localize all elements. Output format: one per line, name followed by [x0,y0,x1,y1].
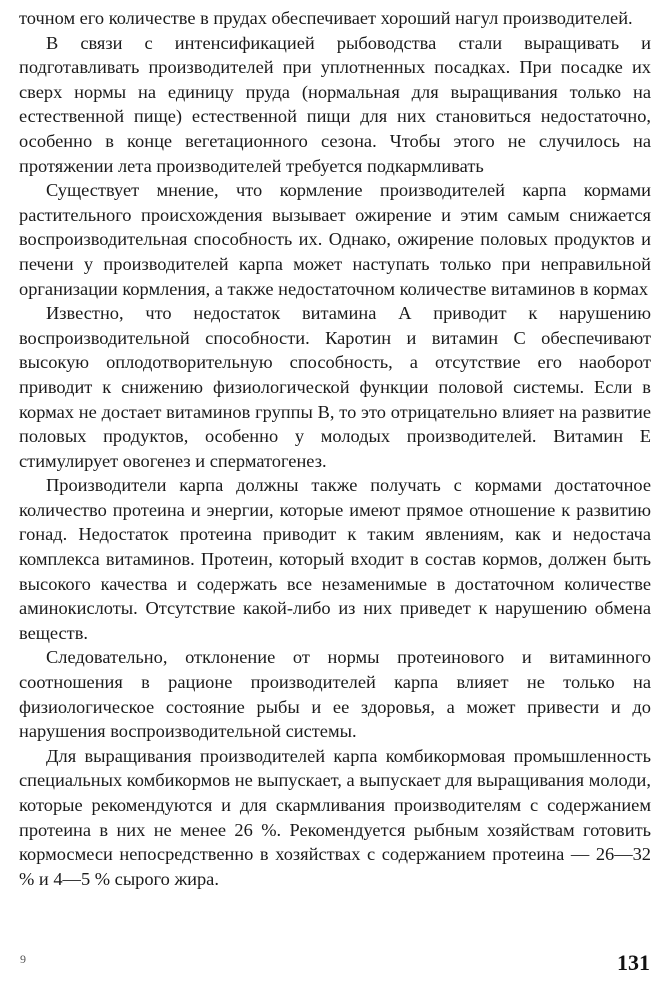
page-number: 131 [617,950,650,975]
paragraph: Известно, что недостаток витамина А приводит к нарушению воспроизводительной способности. Каротин и витамин С обеспечивают высокую оплодотворительную способность, а отсутствие его наоборот приводит к снижению физиологической функции половой системы. Если в кормах не достает витаминов группы В, то это отрицательно влияет на развитие половых продуктов, особенно у молодых производителей. Витамин Е стимулирует овогенез и сперматогенез. [19,303,651,471]
paragraph: Существует мнение, что кормление производителей карпа кормами растительного происхождения вызывает ожирение и этим самым снижается воспроизводительная способность их. Однако, ожирение половых продуктов и печени у производителей карпа может наступать только при неправильной организации кормления, а также недостаточном количестве витаминов в кормах [19,180,651,299]
signature-mark: 9 [20,952,26,966]
paragraph: Для выращивания производителей карпа комбикормовая промышленность специальных комбикормов не выпускает, а выпускает для выращивания молоди, которые рекомендуются и для скармливания производителям с содержанием протеина в них не менее 26 %. Рекомендуется рыбным хозяйствам готовить кормосмеси непосредственно в хозяйствах с содержанием протеина — 26—32 % и 4—5 % сырого жира. [19,745,651,889]
paragraph: Следовательно, отклонение от нормы протеинового и витаминного соотношения в рационе производителей карпа влияет не только на физиологическое состояние рыбы и ее здоровья, а может привести и до нарушения воспроизводительной системы. [19,647,651,742]
page-body [19,6,651,891]
paragraph: Производители карпа должны также получать с кормами достаточное количество протеина и энергии, которые имеют прямое отношение к развитию гонад. Недостаток протеина приводит к таким явлениям, как и недостача комплекса витаминов. Протеин, который входит в состав кормов, должен быть высокого качества и содержать все незаменимые в достаточном количестве аминокислоты. Отсутствие какой-либо из них приведет к нарушению обмена веществ. [19,475,651,643]
paragraph: В связи с интенсификацией рыбоводства стали выращивать и подготавливать производителей при уплотненных посадках. При посадке их сверх нормы на единицу пруда (нормальная для выращивания только на естественной пище) естественной пищи для них становиться недостаточно, особенно в конце вегетационного сезона. Чтобы этого не случилось на протяжении лета производителей требуется подкармливать [19,32,651,176]
paragraph: точном его количестве в прудах обеспечивает хороший нагул производителей. [19,8,633,28]
